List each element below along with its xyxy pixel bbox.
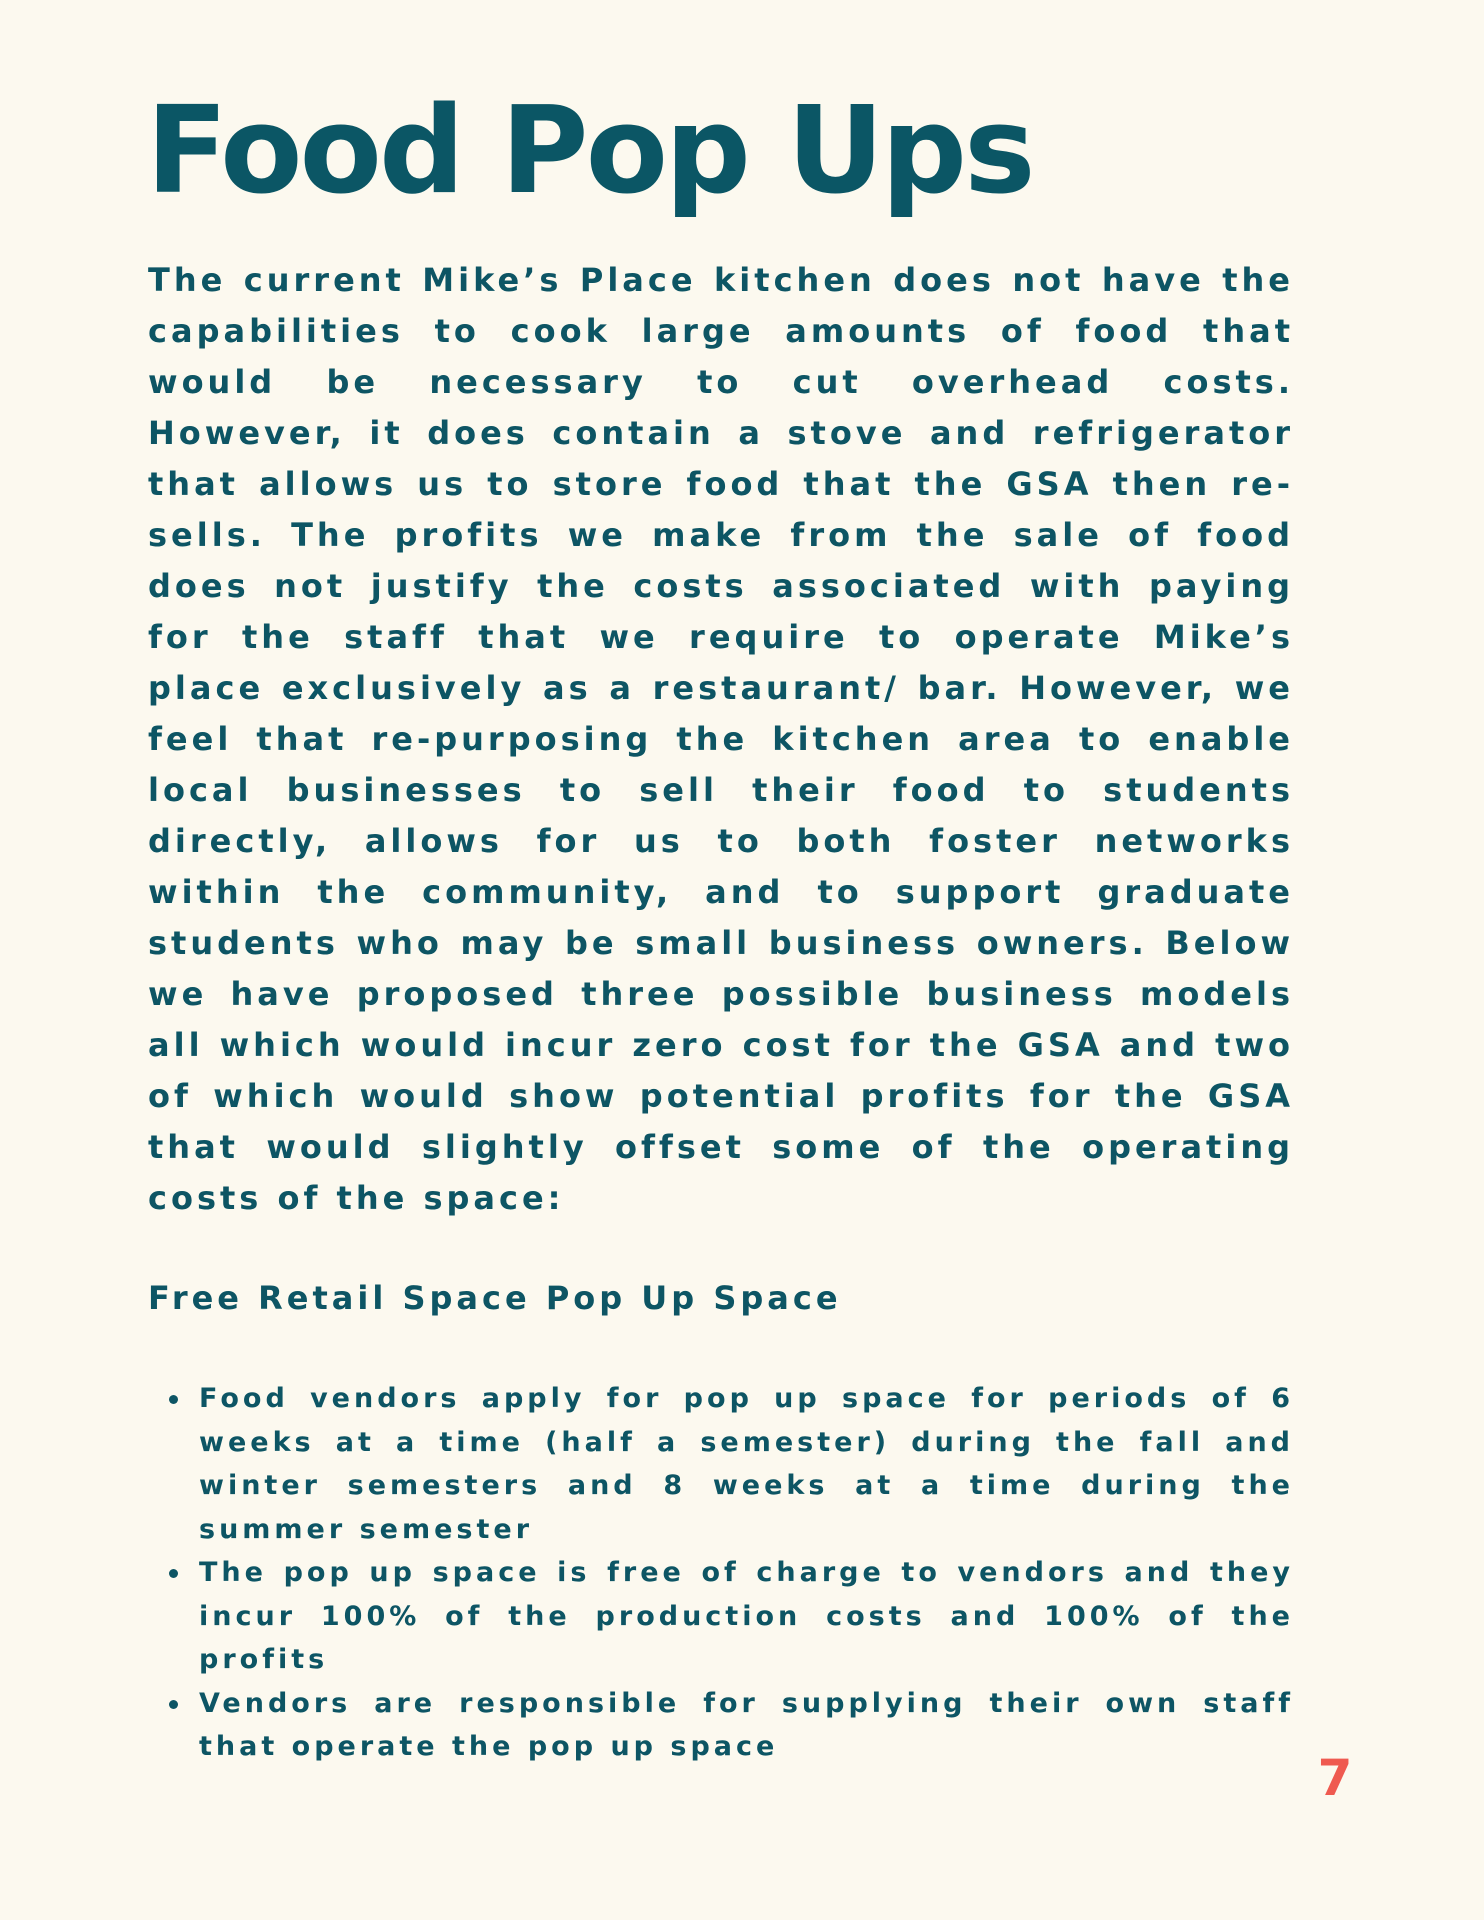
list-item [148, 1377, 1294, 1551]
list-item [148, 1551, 1294, 1682]
section-heading: Free Retail Space Pop Up Space [148, 1279, 842, 1317]
bullet-icon [169, 1700, 178, 1709]
list-item-text: Food vendors apply for pop up space for periods of 6 weeks at a time (half a semester) during the fall and winter semesters and 8 weeks at a time during the summer semester [199, 1383, 1294, 1545]
page-number: 7 [1317, 1749, 1353, 1807]
list-item [148, 1682, 1294, 1769]
list-item-text: The pop up space is free of charge to vendors and they incur 100% of the production costs and 100% of the profits [199, 1557, 1294, 1675]
page-title: Food Pop Ups [146, 82, 1033, 221]
bullet-icon [169, 1569, 178, 1578]
bullet-icon [169, 1395, 178, 1404]
list-item-text: Vendors are responsible for supplying their own staff that operate the pop up space [199, 1687, 1294, 1762]
bullet-list [148, 1377, 1294, 1769]
intro-paragraph: The current Mike’s Place kitchen does not have the capabilities to cook large amounts of food that would be necessary to cut overhead costs. However, it does contain a stove and refrigerator that allows us to store food that the GSA then re-sells. The profits we make from the sale of food does not justify the costs associated with paying for the staff that we require to operate Mike’s place exclusively as a restaurant/ bar. However, we feel that re-purposing the kitchen area to enable local businesses to sell their food to students directly, allows for us to both foster networks within the community, and to support graduate students who may be small business owners. Below we have proposed three possible business models all which would incur zero cost for the GSA and two of which would show potential profits for the GSA that would slightly offset some of the operating costs of the space: [148, 261, 1294, 1217]
